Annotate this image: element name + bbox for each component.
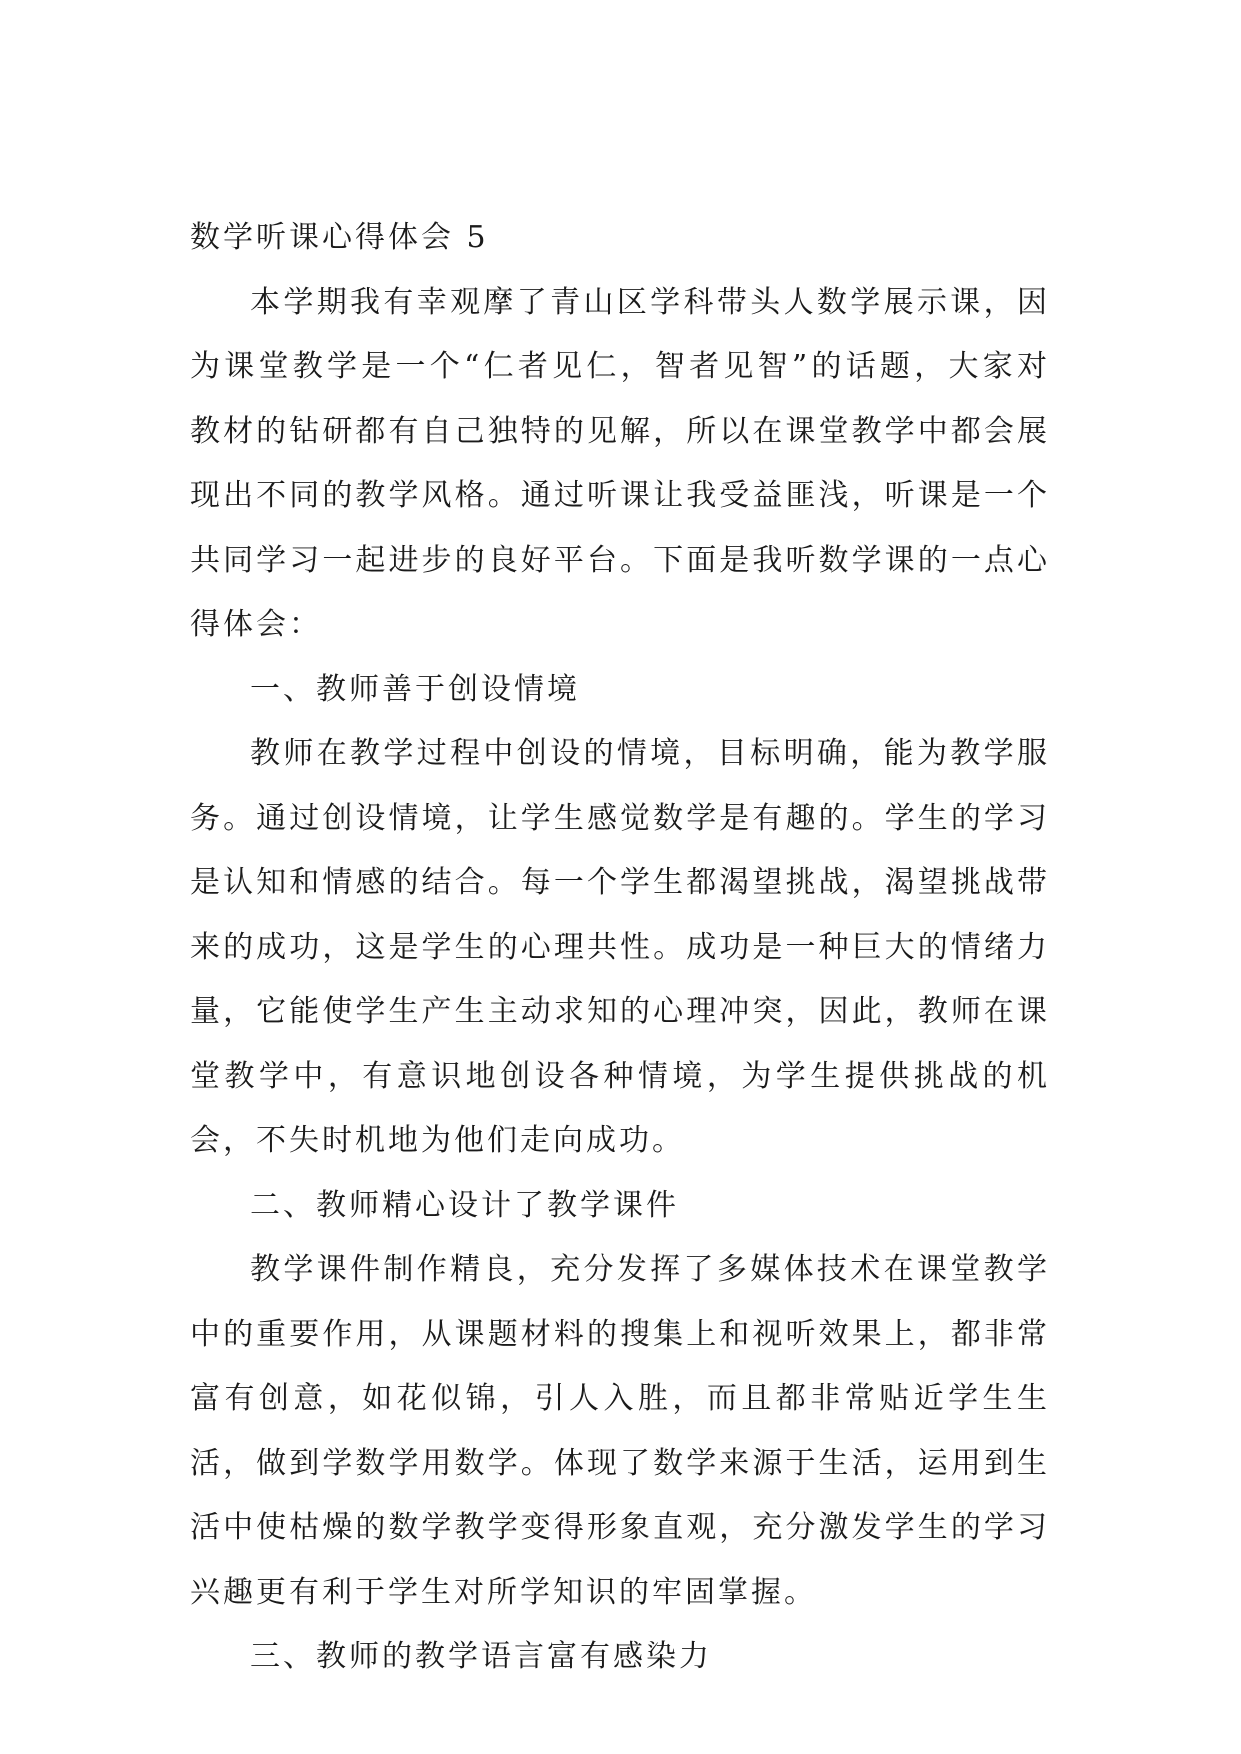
section-heading-3: 三、教师的教学语言富有感染力 <box>250 1639 712 1674</box>
section-body-1: 教师在教学过程中创设的情境，目标明确，能为教学服务。通过创设情境，让学生感觉数学是有趣的。学生的学习是认知和情感的结合。每一个学生都渴望挑战，渴望挑战带来的成功，这是学生的心理共性。成功是一种巨大的情绪力量，它能使学生产生主动求知的心理冲突，因此，教师在课堂教学中，有意识地创设各种情境，为学生提供挑战的机会，不失时机地为他们走向成功。 <box>190 736 1050 1158</box>
section-heading-2: 二、教师精心设计了教学课件 <box>250 1187 679 1223</box>
document-title: 数学听课心得体会 5 <box>190 220 489 255</box>
intro-paragraph: 本学期我有幸观摩了青山区学科带头人数学展示课，因为课堂教学是一个“仁者见仁，智者见智”的话题，大家对教材的钻研都有自己独特的见解，所以在课堂教学中都会展现出不同的教学风格。通过听课让我受益匪浅，听课是一个共同学习一起进步的良好平台。下面是我听数学课的一点心得体会： <box>190 284 1050 642</box>
document-content <box>190 206 1050 1690</box>
section-body-2: 教学课件制作精良，充分发挥了多媒体技术在课堂教学中的重要作用，从课题材料的搜集上和视听效果上，都非常富有创意，如花似锦，引人入胜，而且都非常贴近学生生活，做到学数学用数学。体现了数学来源于生活，运用到生活中使枯燥的数学教学变得形象直观，充分激发学生的学习兴趣更有利于学生对所学知识的牢固掌握。 <box>190 1252 1050 1610</box>
section-heading-1: 一、教师善于创设情境 <box>250 671 580 707</box>
